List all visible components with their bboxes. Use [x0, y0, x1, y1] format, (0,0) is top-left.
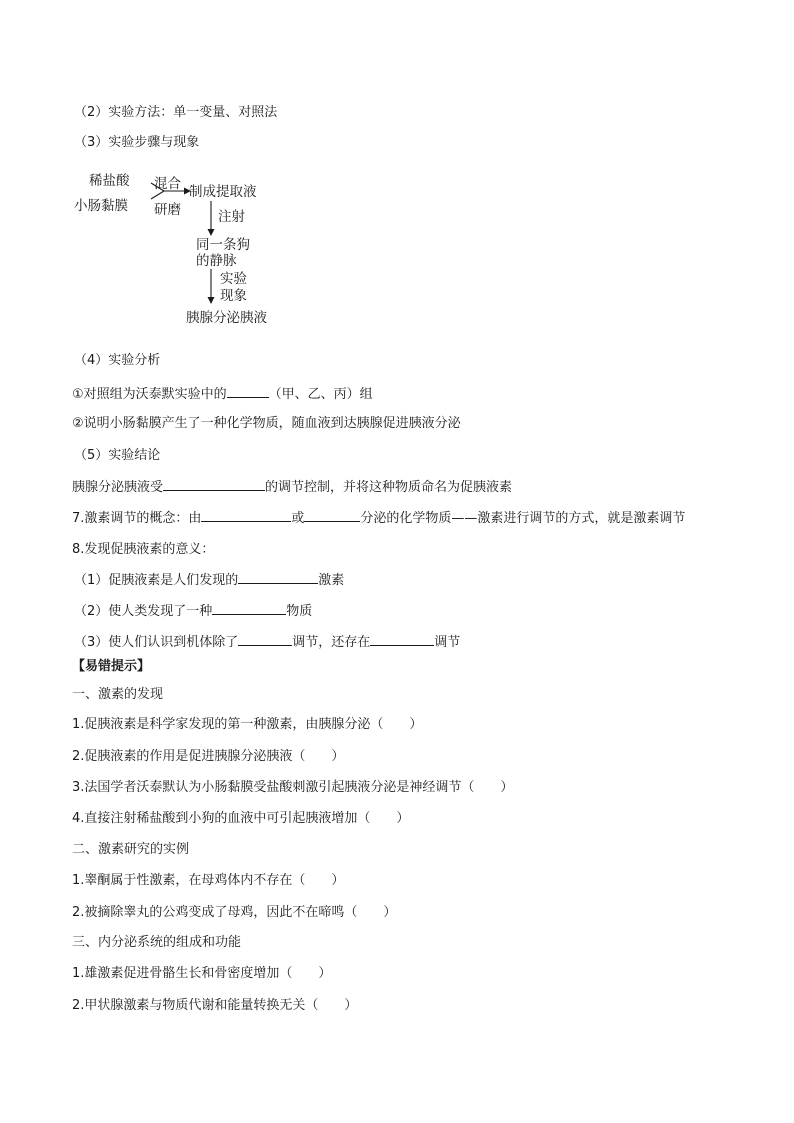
item-8-3-part-2: 调节，还存在 [292, 635, 371, 650]
section-2-heading: 二、激素研究的实例 [72, 842, 190, 857]
diagram-mucosa-label: 小肠黏膜 [74, 198, 128, 214]
conclusion-part-1: 胰腺分泌胰液受 [72, 480, 164, 495]
diagram-mix-label: 混合 [154, 176, 181, 192]
answer-blank[interactable] [212, 602, 286, 615]
item-7-part-1: 7.激素调节的概念：由 [72, 511, 202, 526]
section-1-heading: 一、激素的发现 [72, 687, 164, 702]
question-1-2: 2.促胰液素的作用是促进胰腺分泌胰液（ ） [72, 749, 345, 764]
experiment-diagram [72, 163, 288, 339]
answer-blank[interactable] [163, 478, 265, 491]
question-2-2: 2.被摘除睾丸的公鸡变成了母鸡，因此不在啼鸣（ ） [72, 905, 397, 920]
answer-blank[interactable] [370, 633, 434, 646]
diagram-acid-label: 稀盐酸 [89, 173, 130, 189]
analysis-1-options: （甲、乙、丙）组 [268, 387, 373, 402]
item-8-2-part-2: 物质 [286, 604, 313, 619]
answer-blank[interactable] [201, 509, 291, 522]
diagram-inject-label: 注射 [218, 209, 245, 225]
item-8-3-part-3: 调节 [434, 635, 461, 650]
item-8: 8.发现促胰液素的意义： [72, 542, 215, 557]
diagram-phenomenon-label: 现象 [220, 288, 247, 304]
item-8-2-part-1: （2）使人类发现了一种 [74, 604, 213, 619]
conclusion-text [72, 478, 512, 497]
analysis-1-text: ①对照组为沃泰默实验中的 [72, 387, 227, 402]
question-2-1: 1.睾酮属于性激素，在母鸡体内不存在（ ） [72, 873, 345, 888]
conclusion-part-2: 的调节控制，并将这种物质命名为促胰液素 [265, 480, 513, 495]
item-8-2 [74, 602, 312, 621]
analysis-item-2: ②说明小肠黏膜产生了一种化学物质，随血液到达胰腺促进胰液分泌 [72, 416, 461, 431]
item-7-part-3: 分泌的化学物质——激素进行调节的方式，就是激素调节 [360, 511, 686, 526]
question-3-2: 2.甲状腺激素与物质代谢和能量转换无关（ ） [72, 998, 358, 1013]
steps-title: （3）实验步骤与现象 [74, 135, 200, 150]
question-1-4: 4.直接注射稀盐酸到小狗的血液中可引起胰液增加（ ） [72, 811, 410, 826]
conclusion-title: （5）实验结论 [74, 448, 161, 463]
section-3-heading: 三、内分泌系统的组成和功能 [72, 935, 242, 950]
analysis-item-1 [72, 385, 373, 404]
diagram-vein-label: 的静脉 [196, 253, 237, 269]
item-8-3 [74, 633, 460, 652]
item-8-1-part-2: 激素 [318, 573, 345, 588]
analysis-title: （4）实验分析 [74, 353, 161, 368]
answer-blank[interactable] [227, 385, 269, 398]
item-8-1-part-1: （1）促胰液素是人们发现的 [74, 573, 239, 588]
answer-blank[interactable] [238, 571, 318, 584]
item-8-1 [74, 571, 344, 590]
question-3-1: 1.雄激素促进骨骼生长和骨密度增加（ ） [72, 966, 332, 981]
question-1-1: 1.促胰液素是科学家发现的第一种激素，由胰腺分泌（ ） [72, 717, 423, 732]
diagram-experiment-label: 实验 [220, 271, 247, 287]
diagram-dog-label: 同一条狗 [196, 237, 250, 253]
experiment-method: （2）实验方法：单一变量、对照法 [74, 105, 278, 120]
answer-blank[interactable] [304, 509, 360, 522]
item-7 [72, 509, 685, 528]
diagram-grind-label: 研磨 [154, 202, 181, 218]
tips-title: 【易错提示】 [72, 659, 151, 674]
diagram-result-label: 胰腺分泌胰液 [186, 310, 267, 326]
question-1-3: 3.法国学者沃泰默认为小肠黏膜受盐酸刺激引起胰液分泌是神经调节（ ） [72, 780, 514, 795]
answer-blank[interactable] [238, 633, 292, 646]
item-7-part-2: 或 [291, 511, 305, 526]
diagram-extract-label: 制成提取液 [189, 184, 257, 200]
item-8-3-part-1: （3）使人们认识到机体除了 [74, 635, 239, 650]
